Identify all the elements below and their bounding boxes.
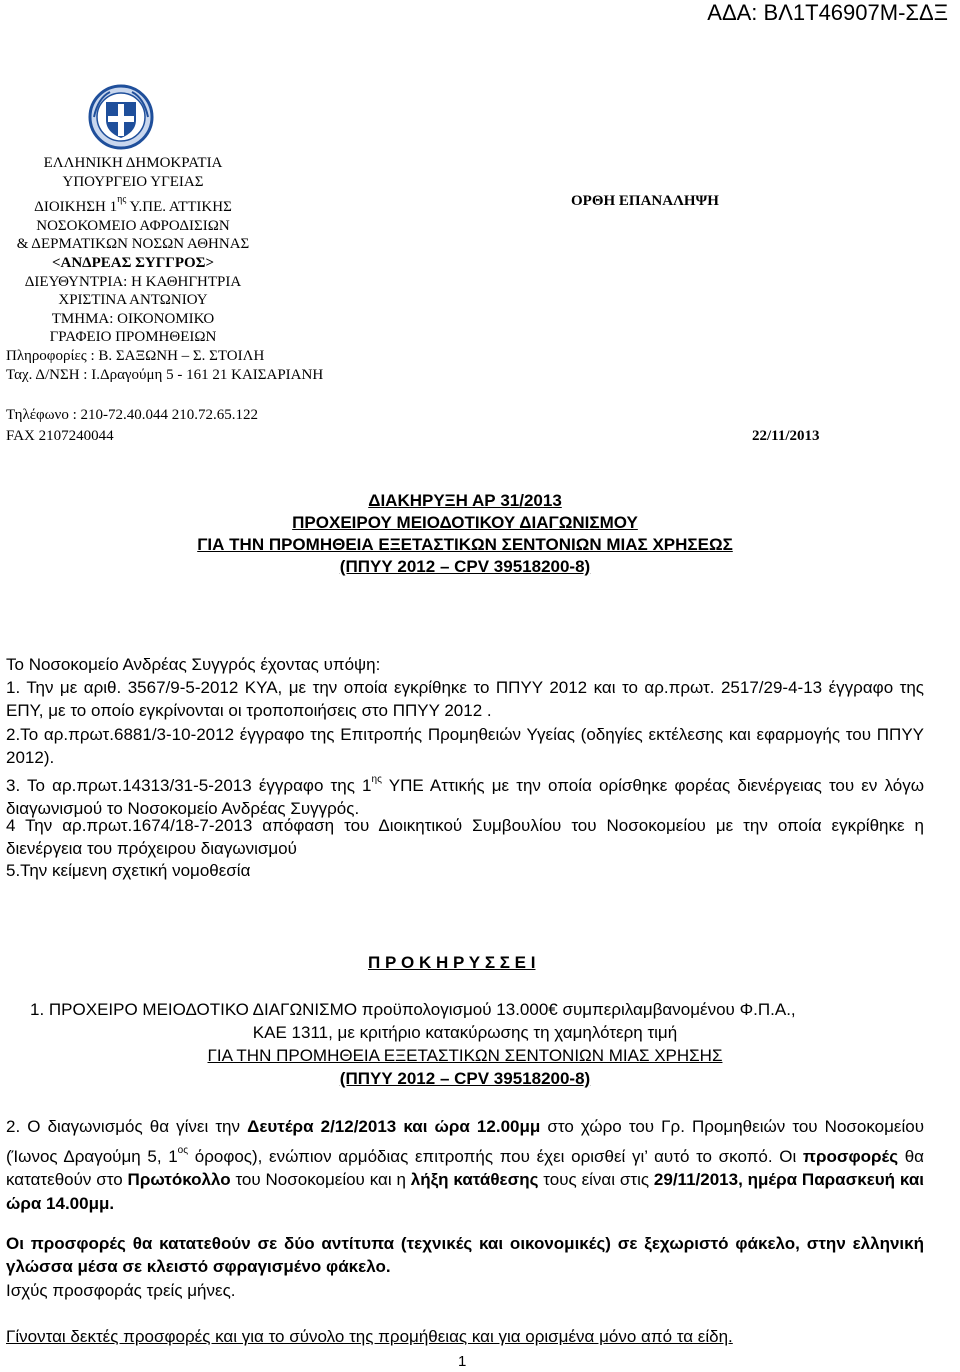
header-line: & ΔΕΡΜΑΤΙΚΩΝ ΝΟΣΩΝ ΑΘΗΝΑΣ (16, 236, 250, 253)
title-line: ΔΙΑΚΗΡΥΞΗ ΑΡ 31/2013 (368, 491, 562, 510)
document-date: 22/11/2013 (752, 428, 820, 444)
offers-instructions: Οι προσφορές θα κατατεθούν σε δύο αντίτυπα (τεχνικές και οικονομικές) σε ξεχωριστό φάκελο, στην ελληνική γλώσσα μέσα σε κλειστό σφραγισμένο φάκελο. (6, 1234, 924, 1276)
considering-item: 2.Το αρ.πρωτ.6881/3-10-2012 έγγραφο της Επιτροπής Προμηθειών Υγείας (οδηγίες εκτέλεσης και εφαρμογής του ΠΠΥΥ 2012). (6, 725, 924, 767)
proclaims-heading: Π Ρ Ο Κ Η Ρ Υ Σ Σ Ε Ι (368, 953, 536, 972)
title-line: (ΠΠΥΥ 2012 – CPV 39518200-8) (339, 557, 591, 576)
notice-title (0, 490, 930, 578)
validity-line: Ισχύς προσφοράς τρείς μήνες. (6, 1281, 236, 1300)
considering-item: 4 Την αρ.πρωτ.1674/18-7-2013 απόφαση του Διοικητικού Συμβουλίου του Νοσοκομείου με την οποία εγκρίθηκε η διενέργεια του πρόχειρου διαγωνισμού (6, 816, 924, 858)
issuer-header (0, 154, 324, 384)
accepted-offers-line: Γίνονται δεκτές προσφορές και για το σύνολο της προμήθειας και για ορισμένα μόνο από τα είδη. (6, 1327, 733, 1346)
considering-intro: Το Νοσοκομείο Ανδρέας Συγγρός έχοντας υπόψη: (6, 655, 381, 674)
page-number: 1 (458, 1353, 467, 1370)
section-1 (0, 998, 930, 1090)
header-line: ΓΡΑΦΕΙΟ ΠΡΟΜΗΘΕΙΩΝ (49, 329, 217, 346)
header-line: ΤΜΗΜΑ: ΟΙΚΟΝΟΜΙΚΟ (51, 310, 215, 327)
section-2: 2. Ο διαγωνισμός θα γίνει την Δευτέρα 2/12/2013 και ώρα 12.00μμ στο χώρο του Γρ. Προμηθειών του Νοσοκομείου (Ίωνος Δραγούμη 5, $1^{o\varsigma}$ όροφος), ενώπιον αρμόδιας επιτροπής που έχει ορισθεί γι’ αυτό το σκοπό. Οι προσφορές θα κατατεθούν στο Πρωτόκολλο του Νοσοκομείου και η λήξη κατάθεσης τους είναι στις 29/11/2013, ημέρα Παρασκευή και ώρα 14.00μμ. (6, 1117, 925, 1213)
considering-item: 5.Την κείμενη σχετική νομοθεσία (6, 861, 251, 880)
header-line: Πληροφορίες : Β. ΣΑΞΩΝΗ – Σ. ΣΤΟΙΛΗ (6, 347, 265, 364)
header-line: ΝΟΣΟΚΟΜΕΙΟ ΑΦΡΟΔΙΣΙΩΝ (36, 217, 230, 234)
title-line: ΓΙΑ ΤΗΝ ΠΡΟΜΗΘΕΙΑ ΕΞΕΤΑΣΤΙΚΩΝ ΣΕΝΤΟΝΙΩΝ ΜΙΑΣ ΧΡΗΣΕΩΣ (197, 535, 733, 554)
fax-line: FAX 2107240044 (6, 428, 114, 444)
header-line: ΧΡΙΣΤΙΝΑ ΑΝΤΩΝΙΟΥ (58, 292, 208, 309)
considering-item: 1. Την με αριθ. 3567/9-5-2012 ΚΥΑ, με την οποία εγκρίθηκε το ΠΠΥΥ 2012 και το αρ.πρωτ. 2517/29-4-13 έγγραφο της ΕΠΥ, με το οποίο εγκρίνονται οι τροποποιήσεις στο ΠΠΥΥ 2012 . (6, 678, 924, 720)
header-line: ΕΛΛΗΝΙΚΗ ΔΗΜΟΚΡΑΤΙΑ (43, 155, 223, 171)
section-1-line: ΓΙΑ ΤΗΝ ΠΡΟΜΗΘΕΙΑ ΕΞΕΤΑΣΤΙΚΩΝ ΣΕΝΤΟΝΙΩΝ ΜΙΑΣ ΧΡΗΣΗΣ (207, 1046, 723, 1065)
header-line: ΔΙΟΙΚΗΣΗ $1^{\eta\varsigma}$ Υ.ΠΕ. ΑΤΤΙΚΗΣ (34, 194, 232, 216)
ada-code: ΑΔΑ: ΒΛ1Τ46907Μ-ΣΔΞ (707, 0, 948, 25)
section-1-line: (ΠΠΥΥ 2012 – CPV 39518200-8) (339, 1069, 591, 1088)
title-line: ΠΡΟΧΕΙΡΟΥ ΜΕΙΟΔΟΤΙΚΟΥ ΔΙΑΓΩΝΙΣΜΟΥ (292, 513, 638, 532)
considering-item: 3. Το αρ.πρωτ.14313/31-5-2013 έγγραφο της $1^{\eta\varsigma}$ ΥΠΕ Αττικής με την οποία ορίσθηκε φορέας διενέργειας του εν λόγω διαγωνισμού το Νοσοκομείο Ανδρέας Συγγρός. (6, 774, 924, 818)
header-line: ΥΠΟΥΡΓΕΙΟ ΥΓΕΙΑΣ (62, 173, 204, 190)
header-line: Ταχ. Δ/ΝΣΗ : Ι.Δραγούμη 5 - 161 21 ΚΑΙΣΑΡΙΑΝΗ (6, 366, 324, 383)
header-line: <ΑΝΔΡΕΑΣ ΣΥΓΓΡΟΣ> (51, 254, 215, 271)
section-1-line: ΚΑΕ 1311, με κριτήριο κατακύρωσης τη χαμηλότερη τιμή (252, 1023, 678, 1042)
greek-coat-of-arms-icon (88, 84, 154, 150)
correction-label: ΟΡΘΗ ΕΠΑΝΑΛΗΨΗ (571, 193, 719, 209)
header-line: ΔΙΕΥΘΥΝΤΡΙΑ: Η ΚΑΘΗΓΗΤΡΙΑ (24, 273, 242, 290)
section-1-line: 1. ΠΡΟΧΕΙΡΟ ΜΕΙΟΔΟΤΙΚΟ ΔΙΑΓΩΝΙΣΜΟ προϋπολογισμού 13.000€ συμπεριλαμβανομένου Φ.Π.Α., (30, 1000, 796, 1019)
phone-line: Τηλέφωνο : 210-72.40.044 210.72.65.122 (6, 407, 258, 423)
